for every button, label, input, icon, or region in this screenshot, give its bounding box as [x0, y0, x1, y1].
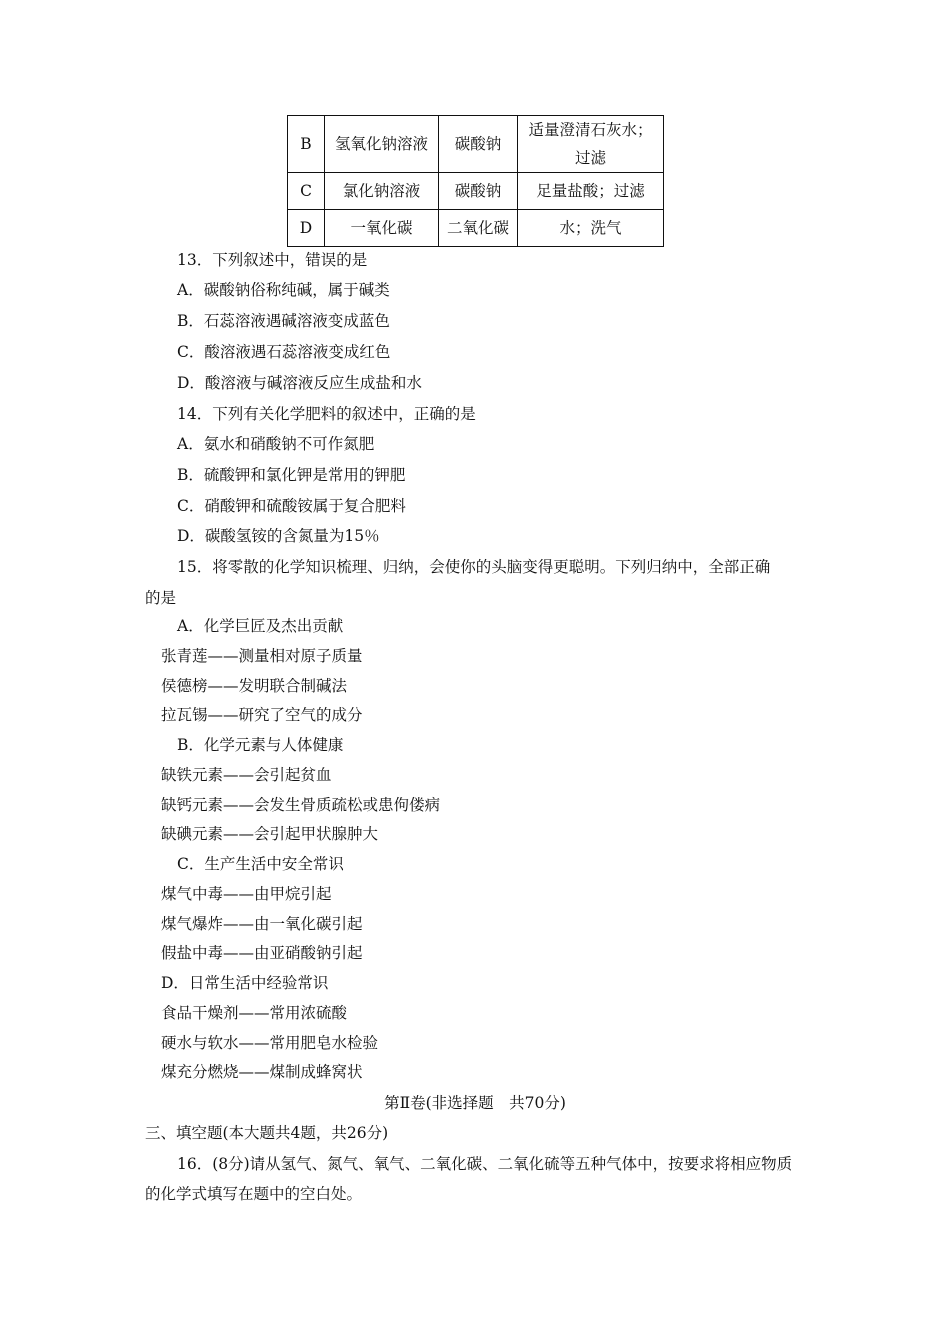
question-15-item: 煤气中毒——由甲烷引起 [161, 885, 332, 903]
table-cell: 碳酸钠 [439, 173, 518, 210]
question-14-stem: 14．下列有关化学肥料的叙述中，正确的是 [177, 405, 476, 423]
question-16-stem-cont: 的化学式填写在题中的空白处。 [145, 1185, 363, 1203]
table-cell [518, 116, 664, 173]
table-cell: 碳酸钠 [439, 116, 518, 173]
table-cell: D [288, 210, 325, 247]
table-row [288, 210, 664, 247]
question-13-option: D．酸溶液与碱溶液反应生成盐和水 [177, 374, 422, 392]
table-row [288, 116, 664, 173]
question-13-stem: 13．下列叙述中，错误的是 [177, 251, 368, 269]
question-13-option: B．石蕊溶液遇碱溶液变成蓝色 [177, 312, 390, 330]
section-3-title: 三、填空题(本大题共4题，共26分) [145, 1124, 389, 1142]
reagent-table [287, 115, 664, 247]
question-15-group-title: C．生产生活中安全常识 [177, 855, 344, 873]
question-14-option: D．碳酸氢铵的含氮量为15％ [177, 527, 380, 545]
question-15-stem-cont: 的是 [145, 589, 177, 607]
question-15-item: 缺碘元素——会引起甲状腺肿大 [161, 825, 379, 843]
table-cell: 二氧化碳 [439, 210, 518, 247]
question-16-stem: 16．(8分)请从氢气、氮气、氧气、二氧化碳、二氧化硫等五种气体中，按要求将相应物质 [177, 1155, 793, 1173]
part-2-title: 第Ⅱ卷(非选择题 共70分) [384, 1094, 566, 1112]
table-row [288, 173, 664, 210]
question-15-item: 假盐中毒——由亚硝酸钠引起 [161, 944, 363, 962]
question-14-option: C．硝酸钾和硫酸铵属于复合肥料 [177, 497, 406, 515]
question-15-group-title: D．日常生活中经验常识 [161, 974, 329, 992]
question-15-group-title: A．化学巨匠及杰出贡献 [177, 617, 344, 635]
table-cell: 足量盐酸；过滤 [518, 173, 664, 210]
question-15-item: 缺钙元素——会发生骨质疏松或患佝偻病 [161, 796, 441, 814]
question-14-option: B．硫酸钾和氯化钾是常用的钾肥 [177, 466, 406, 484]
question-15-item: 煤气爆炸——由一氧化碳引起 [161, 915, 363, 933]
table-cell: 氯化钠溶液 [325, 173, 439, 210]
table-cell-line: 过滤 [574, 149, 606, 167]
table-cell: 氢氧化钠溶液 [325, 116, 439, 173]
table-cell: B [288, 116, 325, 173]
question-15-item: 食品干燥剂——常用浓硫酸 [161, 1004, 348, 1022]
question-13-option: A．碳酸钠俗称纯碱，属于碱类 [177, 281, 390, 299]
question-13-option: C．酸溶液遇石蕊溶液变成红色 [177, 343, 391, 361]
table-cell: 一氧化碳 [325, 210, 439, 247]
question-15-item: 侯德榜——发明联合制碱法 [161, 677, 348, 695]
question-15-item: 张青莲——测量相对原子质量 [161, 647, 363, 665]
question-15-item: 煤充分燃烧——煤制成蜂窝状 [161, 1063, 363, 1081]
table-cell-line: 适量澄清石灰水； [528, 121, 653, 139]
question-14-option: A．氨水和硝酸钠不可作氮肥 [177, 435, 375, 453]
question-15-item: 硬水与软水——常用肥皂水检验 [161, 1034, 379, 1052]
question-15-item: 拉瓦锡——研究了空气的成分 [161, 706, 363, 724]
table-cell: 水；洗气 [518, 210, 664, 247]
question-15-item: 缺铁元素——会引起贫血 [161, 766, 332, 784]
question-15-stem: 15．将零散的化学知识梳理、归纳，会使你的头脑变得更聪明。下列归纳中，全部正确 [177, 558, 771, 576]
table-cell: C [288, 173, 325, 210]
question-15-group-title: B．化学元素与人体健康 [177, 736, 344, 754]
